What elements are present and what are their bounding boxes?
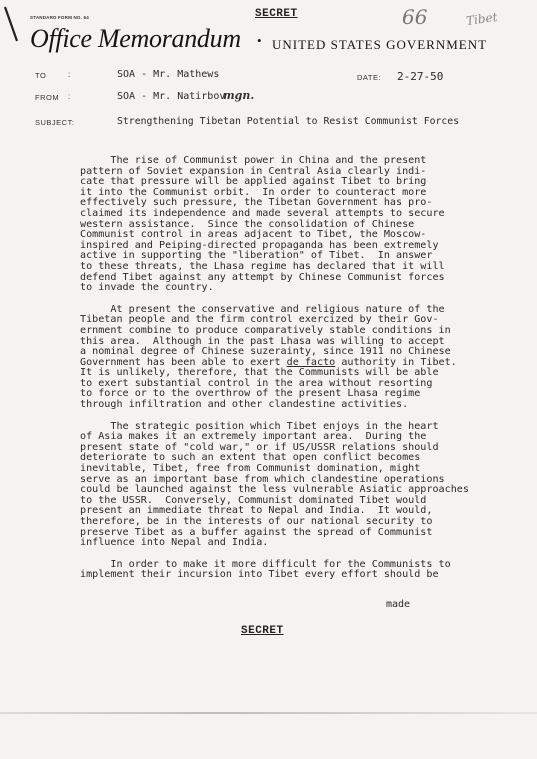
from-label: FROM	[35, 93, 60, 102]
scan-artifact-line	[0, 712, 537, 714]
body-line: cate that pressure will be applied against Tibet to bring	[80, 176, 427, 188]
body-line: serve as an important base from which clandestine operations	[80, 473, 445, 485]
body-line: claimed its independence and made several attempts to secure	[80, 207, 445, 219]
memo-body	[80, 156, 505, 592]
classification-top: SECRET	[255, 8, 298, 20]
body-line: to these threats, the Lhasa regime has declared that it will	[80, 260, 445, 272]
corner-slash-mark	[3, 5, 21, 43]
government-heading: UNITED STATES GOVERNMENT	[272, 37, 488, 52]
body-line: Government has been able to exert de facto authority in Tibet.	[80, 356, 457, 368]
to-label: TO	[35, 71, 47, 80]
to-colon: :	[68, 70, 71, 79]
body-line: a nominal degree of Chinese suzerainty, since 1911 no Chinese	[80, 346, 451, 358]
body-line: ernment combine to produce comparatively stable conditions in	[80, 324, 451, 336]
body-line: The strategic position which Tibet enjoys in the heart	[80, 420, 439, 432]
handwritten-initials: mgn.	[223, 89, 255, 102]
body-line: inevitable, Tibet, free from Communist domination, might	[80, 463, 421, 475]
paragraph-2	[80, 305, 505, 411]
body-line: active in supporting the "liberation" of Tibet. In answer	[80, 250, 433, 262]
body-line: Tibetan people and the firm control exercized by their Gov-	[80, 314, 439, 326]
paragraph-4	[80, 560, 505, 581]
body-line: inspired and Peiping-directed propaganda has been extremely	[80, 239, 439, 251]
classification-bottom: SECRET	[241, 625, 284, 637]
body-line: western assistance. Since the consolidation of Chinese	[80, 218, 415, 230]
continuation-word: made	[386, 599, 411, 610]
handwritten-file-mark: 66	[402, 5, 428, 29]
body-line: could be launched against the less vulnerable Asiatic approaches	[80, 484, 469, 496]
paragraph-3	[80, 422, 505, 549]
body-line: In order to make it more difficult for the Communists to	[80, 558, 451, 570]
de-facto-emphasis: de facto	[286, 356, 336, 368]
body-line: to exert substantial control in the area without resorting	[80, 377, 433, 389]
body-line: through infiltration and other clandestine activities.	[80, 399, 409, 411]
body-line: effectively such pressure, the Tibetan Government has pro-	[80, 197, 433, 209]
title-bullet: •	[257, 33, 262, 48]
body-line: to invade the country.	[80, 282, 214, 294]
body-line-end: authority in Tibet.	[335, 356, 457, 368]
date-value: 2-27-50	[397, 70, 444, 83]
body-line: present an immediate threat to Nepal and India. It would,	[80, 505, 433, 517]
body-line: Communist control in areas adjacent to Tibet, the Moscow-	[80, 229, 427, 241]
body-line: pattern of Soviet expansion in Central Asia clearly indi-	[80, 165, 427, 177]
handwritten-corner-note: Tibet	[465, 9, 499, 29]
subject-value: Strengthening Tibetan Potential to Resist Communist Forces	[117, 116, 460, 127]
body-line: to force or to the overthrow of the present Lhasa regime	[80, 388, 421, 400]
subject-label: SUBJECT:	[35, 118, 75, 127]
to-value: SOA - Mr. Mathews	[117, 69, 220, 80]
body-line: of Asia makes it an extremely important area. During the	[80, 431, 427, 443]
body-line: It is unlikely, therefore, that the Communists will be able	[80, 367, 439, 379]
body-line: implement their incursion into Tibet every effort should be	[80, 569, 439, 581]
body-line: present state of "cold war," or if US/USSR relations should	[80, 441, 439, 453]
body-line: influence into Nepal and India.	[80, 537, 269, 549]
body-line: this area. Although in the past Lhasa was willing to accept	[80, 335, 445, 347]
form-number: STANDARD FORM NO. 64	[30, 15, 89, 20]
body-line: preserve Tibet as a buffer against the spread of Communist	[80, 526, 433, 538]
from-value: SOA - Mr. Natirbov	[117, 91, 226, 102]
body-line: defend Tibet against any attempt by Chinese Communist forces	[80, 271, 445, 283]
body-line: At present the conservative and religious nature of the	[80, 303, 445, 315]
paragraph-1	[80, 156, 505, 294]
date-label: DATE:	[357, 73, 382, 82]
body-line: to the USSR. Conversely, Communist dominated Tibet would	[80, 494, 427, 506]
body-line: therefore, be in the interests of our national security to	[80, 516, 433, 527]
body-line: deteriorate to such an extent that open conflict becomes	[80, 452, 421, 464]
from-colon: :	[68, 92, 71, 101]
body-line: it into the Communist orbit. In order to counteract more	[80, 186, 427, 198]
memo-title: Office Memorandum	[30, 24, 241, 53]
body-line: The rise of Communist power in China and the present	[80, 155, 427, 166]
